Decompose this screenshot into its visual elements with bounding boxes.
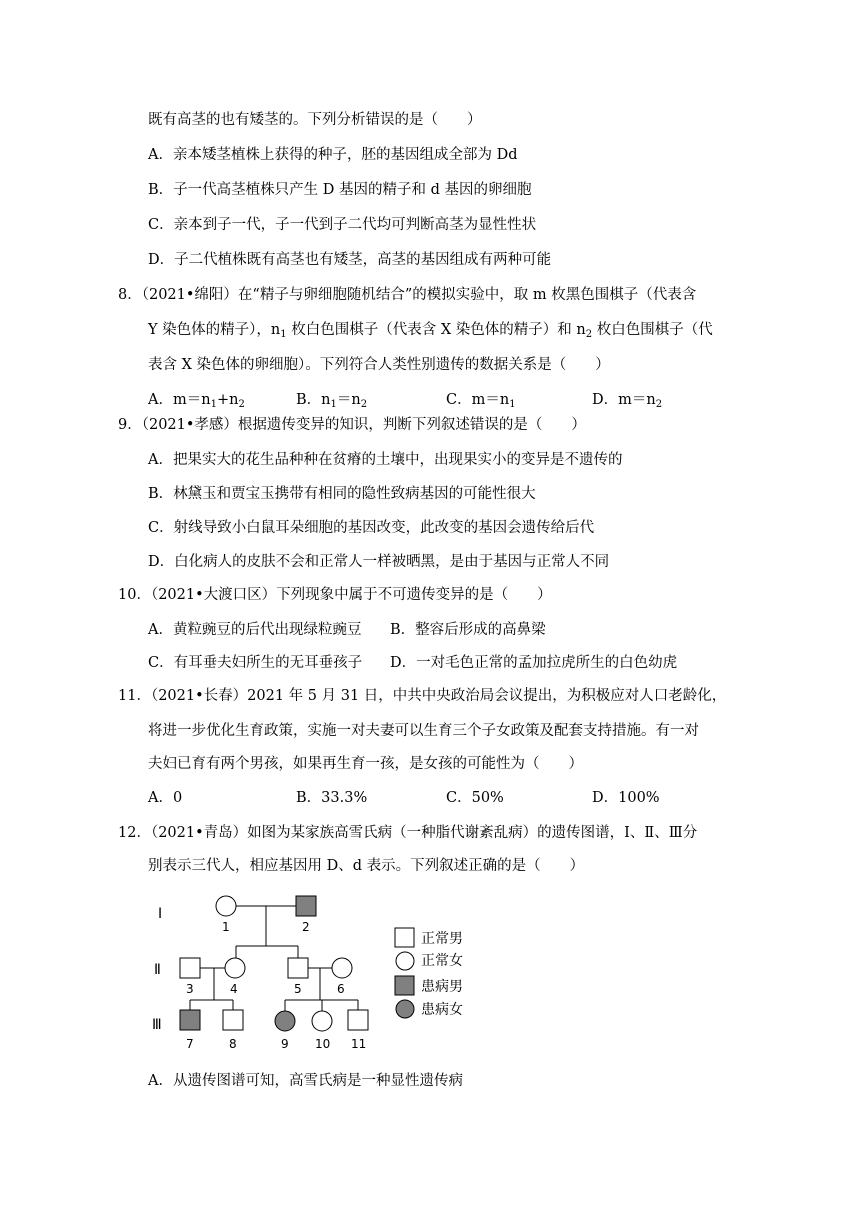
individual-6-normal-female bbox=[332, 958, 352, 978]
q11-stem-line2: 将进一步优化生育政策，实施一对夫妻可以生育三个子女政策及配套支持措施。有一对 bbox=[148, 723, 699, 739]
individual-2-affected-male bbox=[296, 896, 316, 916]
individual-number-3: 3 bbox=[186, 982, 194, 996]
q8-stem-line2: Y 染色体的精子），$n_1$ 枚白色围棋子（代表含 X 染色体的精子）和 $n_2$ 枚白色围棋子（代 bbox=[148, 322, 713, 340]
q8-option-a: A．$m=n_1+n_2$ bbox=[148, 392, 245, 410]
legend-affected-female-label: 患病女 bbox=[421, 1002, 463, 1018]
q9-option-b: B．林黛玉和贾宝玉携带有相同的隐性致病基因的可能性很大 bbox=[148, 486, 536, 502]
legend-normal-male-label: 正常男 bbox=[421, 931, 463, 947]
q10-option-b: B．整容后形成的高鼻梁 bbox=[390, 622, 546, 638]
individual-number-6: 6 bbox=[337, 982, 345, 996]
individual-number-7: 7 bbox=[186, 1037, 194, 1051]
q10-stem: 10．（2021•大渡口区）下列现象中属于不可遗传变异的是（ ） bbox=[118, 587, 552, 603]
q8-option-d: D．$m=n_2$ bbox=[592, 392, 663, 410]
legend-affected-female-symbol bbox=[396, 1000, 414, 1018]
individual-3-normal-male bbox=[180, 958, 200, 978]
individual-number-4: 4 bbox=[230, 982, 238, 996]
individual-number-11: 11 bbox=[351, 1037, 367, 1051]
individual-number-8: 8 bbox=[229, 1037, 237, 1051]
legend-normal-male-symbol bbox=[395, 928, 414, 947]
q11-option-c: C．50% bbox=[446, 790, 504, 806]
pedigree-diagram bbox=[148, 888, 488, 1064]
q12-stem-line2: 别表示三代人，相应基因用 D、d 表示。下列叙述正确的是（ ） bbox=[148, 858, 585, 874]
individual-number-5: 5 bbox=[294, 982, 302, 996]
q8-option-c: C．$m=n_1$ bbox=[446, 392, 516, 410]
q11-option-a: A．0 bbox=[148, 790, 183, 806]
q8-stem-line3: 表含 X 染色体的卵细胞）。下列符合人类性别遗传的数据关系是（ ） bbox=[148, 357, 610, 373]
individual-number-2: 2 bbox=[302, 920, 310, 934]
individual-10-normal-female bbox=[312, 1011, 332, 1031]
q11-option-d: D．100% bbox=[592, 790, 660, 806]
q8-option-b: B．$n_1=n_2$ bbox=[296, 392, 368, 410]
legend-affected-male-symbol bbox=[395, 976, 414, 995]
individual-number-10: 10 bbox=[315, 1037, 331, 1051]
q9-option-a: A．把果实大的花生品种种在贫瘠的土壤中，出现果实小的变异是不遗传的 bbox=[148, 452, 623, 468]
generation-label-iii: Ⅲ bbox=[152, 1017, 162, 1033]
individual-4-normal-female bbox=[225, 958, 245, 978]
legend-normal-female-symbol bbox=[396, 952, 414, 970]
q11-stem-line3: 夫妇已育有两个男孩，如果再生育一孩，是女孩的可能性为（ ） bbox=[148, 756, 583, 772]
generation-label-i: Ⅰ bbox=[158, 906, 163, 922]
generation-label-ii: Ⅱ bbox=[154, 962, 161, 978]
q7-option-d: D．子二代植株既有高茎也有矮茎，高茎的基因组成有两种可能 bbox=[148, 252, 552, 268]
individual-11-normal-male bbox=[348, 1010, 368, 1030]
q11-option-b: B．33.3% bbox=[296, 790, 368, 806]
individual-5-normal-male bbox=[288, 958, 308, 978]
q10-option-c: C．有耳垂夫妇所生的无耳垂孩子 bbox=[148, 655, 363, 671]
pedigree-lines bbox=[190, 906, 358, 1011]
q12-option-a: A．从遗传图谱可知，高雪氏病是一种显性遗传病 bbox=[148, 1073, 463, 1089]
q8-stem-line1: 8．（2021•绵阳）在“精子与卵细胞随机结合”的模拟实验中，取 m 枚黑色围棋子（代表含 bbox=[118, 287, 697, 303]
q10-option-a: A．黄粒豌豆的后代出现绿粒豌豆 bbox=[148, 622, 362, 638]
q10-option-d: D．一对毛色正常的孟加拉虎所生的白色幼虎 bbox=[390, 655, 678, 671]
q7-option-c: C．亲本到子一代，子一代到子二代均可判断高茎为显性性状 bbox=[148, 217, 537, 233]
q7-stem-continuation: 既有高茎的也有矮茎的。下列分析错误的是（ ） bbox=[148, 112, 482, 128]
q9-option-d: D．白化病人的皮肤不会和正常人一样被晒黑，是由于基因与正常人不同 bbox=[148, 554, 610, 570]
q7-option-b: B．子一代高茎植株只产生 D 基因的精子和 d 基因的卵细胞 bbox=[148, 182, 532, 198]
q12-stem-line1: 12．（2021•青岛）如图为某家族高雪氏病（一种脂代谢紊乱病）的遗传图谱，Ⅰ、Ⅱ、Ⅲ分 bbox=[118, 825, 698, 841]
individual-9-affected-female bbox=[275, 1011, 295, 1031]
q11-stem-line1: 11．（2021•长春）2021 年 5 月 31 日，中共中央政治局会议提出，为积极应对人口老龄化， bbox=[118, 688, 727, 704]
individual-number-9: 9 bbox=[281, 1037, 289, 1051]
individual-8-normal-male bbox=[223, 1010, 243, 1030]
individual-7-affected-male bbox=[180, 1010, 200, 1030]
legend-normal-female-label: 正常女 bbox=[421, 953, 463, 969]
q7-option-a: A．亲本矮茎植株上获得的种子，胚的基因组成全部为 Dd bbox=[148, 147, 518, 163]
individual-1-normal-female bbox=[216, 896, 236, 916]
q9-stem: 9．（2021•孝感）根据遗传变异的知识，判断下列叙述错误的是（ ） bbox=[118, 417, 586, 433]
q9-option-c: C．射线导致小白鼠耳朵细胞的基因改变，此改变的基因会遗传给后代 bbox=[148, 520, 595, 536]
individual-number-1: 1 bbox=[222, 920, 230, 934]
legend-affected-male-label: 患病男 bbox=[421, 979, 463, 995]
